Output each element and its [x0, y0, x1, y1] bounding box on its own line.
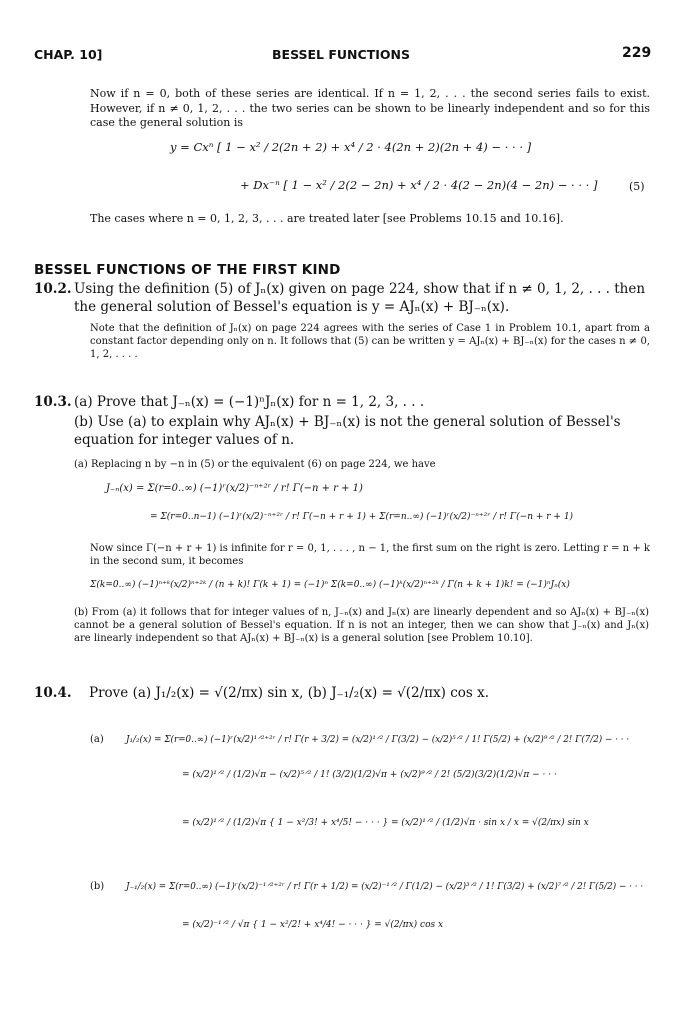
solution-10-4-b-label: (b) — [90, 881, 105, 892]
problem-10-3-part-b: (b) Use (a) to explain why AJₙ(x) + BJ₋ₙ(x) is not the general solution of Bessel's equation for integer values of n. — [74, 414, 621, 448]
page-number: 229 — [622, 45, 652, 61]
problem-10-2-statement: Using the definition (5) of Jₙ(x) given on page 224, show that if n ≠ 0, 1, 2, . . . then the general solution of Bessel's equation is y = AJₙ(x) + BJ₋ₙ(x). — [74, 281, 646, 315]
problem-10-2-number: 10.2. — [34, 281, 72, 297]
problem-10-3-number: 10.3. — [34, 394, 72, 410]
equation-5-line-2: + Dx⁻ⁿ [ 1 − x² / 2(2 − 2n) + x⁴ / 2 · 4(2 − 2n)(4 − 2n) − · · · ] — [240, 178, 598, 192]
intro-paragraph: Now if n = 0, both of these series are identical. If n = 1, 2, . . . the second series fails to exist. However, if n ≠ 0, 1, 2, . . . the two series can be shown to be linearly independent and so for this case the general solution is — [90, 87, 650, 129]
cases-paragraph: The cases where n = 0, 1, 2, 3, . . . are treated later [see Problems 10.15 and 10.16]. — [90, 212, 564, 225]
problem-10-3-part-a: (a) Prove that J₋ₙ(x) = (−1)ⁿJₙ(x) for n = 1, 2, 3, . . . — [74, 394, 425, 410]
solution-10-4-b-eq-1: J₋₁/₂(x) = Σ(r=0..∞) (−1)ʳ(x/2)⁻¹ᐟ²⁺²ʳ / r! Γ(r + 1/2) = (x/2)⁻¹ᐟ² / Γ(1/2) − (x/2)³ᐟ² / 1! Γ(3/2) + (x/2)⁷ᐟ² / 2! Γ(5/2) − · · · — [126, 882, 644, 892]
solution-10-3-a-intro: (a) Replacing n by −n in (5) or the equivalent (6) on page 224, we have — [74, 459, 436, 470]
section-title: BESSEL FUNCTIONS OF THE FIRST KIND — [34, 262, 341, 278]
solution-10-3-eq-3: Σ(k=0..∞) (−1)ⁿ⁺ᵏ(x/2)ⁿ⁺²ᵏ / (n + k)! Γ(k + 1) = (−1)ⁿ Σ(k=0..∞) (−1)ᵏ(x/2)ⁿ⁺²ᵏ / Γ(n + k + 1)k! = (−1)ⁿJₙ(x) — [90, 580, 570, 590]
running-title: BESSEL FUNCTIONS — [272, 47, 410, 62]
problem-10-2-note: Note that the definition of Jₙ(x) on page 224 agrees with the series of Case 1 in Problem 10.1, apart from a constant factor depending only on n. It follows that (5) can be written y = AJₙ(x) + BJ₋ₙ(x) for the cases n ≠ 0, 1, 2, . . . . — [90, 323, 650, 360]
equation-number-5: (5) — [629, 180, 645, 193]
solution-10-3-eq-2: = Σ(r=0..n−1) (−1)ʳ(x/2)⁻ⁿ⁺²ʳ / r! Γ(−n + r + 1) + Σ(r=n..∞) (−1)ʳ(x/2)⁻ⁿ⁺²ʳ / r! Γ(−n + r + 1) — [150, 512, 574, 522]
problem-10-4-statement: Prove (a) J₁/₂(x) = √(2/πx) sin x, (b) J₋₁/₂(x) = √(2/πx) cos x. — [89, 685, 490, 701]
solution-10-3-since: Now since Γ(−n + r + 1) is infinite for r = 0, 1, . . . , n − 1, the first sum on the right is zero. Letting r = n + k in the second sum, it becomes — [90, 543, 650, 567]
solution-10-4-a-eq-3: = (x/2)¹ᐟ² / (1/2)√π { 1 − x²/3! + x⁴/5! − · · · } = (x/2)¹ᐟ² / (1/2)√π · sin x / x = √(2/πx) sin x — [182, 818, 589, 828]
solution-10-3-eq-1: J₋ₙ(x) = Σ(r=0..∞) (−1)ʳ(x/2)⁻ⁿ⁺²ʳ / r! Γ(−n + r + 1) — [106, 483, 363, 494]
problem-10-4-number: 10.4. — [34, 685, 72, 701]
solution-10-4-a-eq-1: J₁/₂(x) = Σ(r=0..∞) (−1)ʳ(x/2)¹ᐟ²⁺²ʳ / r! Γ(r + 3/2) = (x/2)¹ᐟ² / Γ(3/2) − (x/2)⁵ᐟ² / 1! Γ(5/2) + (x/2)⁹ᐟ² / 2! Γ(7/2) − · · · — [126, 735, 630, 745]
equation-5-line-1: y = Cxⁿ [ 1 − x² / 2(2n + 2) + x⁴ / 2 · 4(2n + 2)(2n + 4) − · · · ] — [170, 140, 532, 154]
solution-10-4-a-label: (a) — [90, 734, 104, 745]
solution-10-3-b: (b) From (a) it follows that for integer values of n, J₋ₙ(x) and Jₙ(x) are linearly dependent and so AJₙ(x) + BJ₋ₙ(x) cannot be a general solution of Bessel's equation. If n is not an integer, then we can show that J₋ₙ(x) and Jₙ(x) are linearly independent so that AJₙ(x) + BJ₋ₙ(x) is a general solution [see Problem 10.10]. — [74, 607, 649, 644]
chapter-label: CHAP. 10] — [34, 47, 103, 62]
solution-10-4-a-eq-2: = (x/2)¹ᐟ² / (1/2)√π − (x/2)⁵ᐟ² / 1! (3/2)(1/2)√π + (x/2)⁹ᐟ² / 2! (5/2)(3/2)(1/2)√π − · · · — [182, 770, 557, 780]
solution-10-4-b-eq-2: = (x/2)⁻¹ᐟ² / √π { 1 − x²/2! + x⁴/4! − · · · } = √(2/πx) cos x — [182, 920, 444, 930]
